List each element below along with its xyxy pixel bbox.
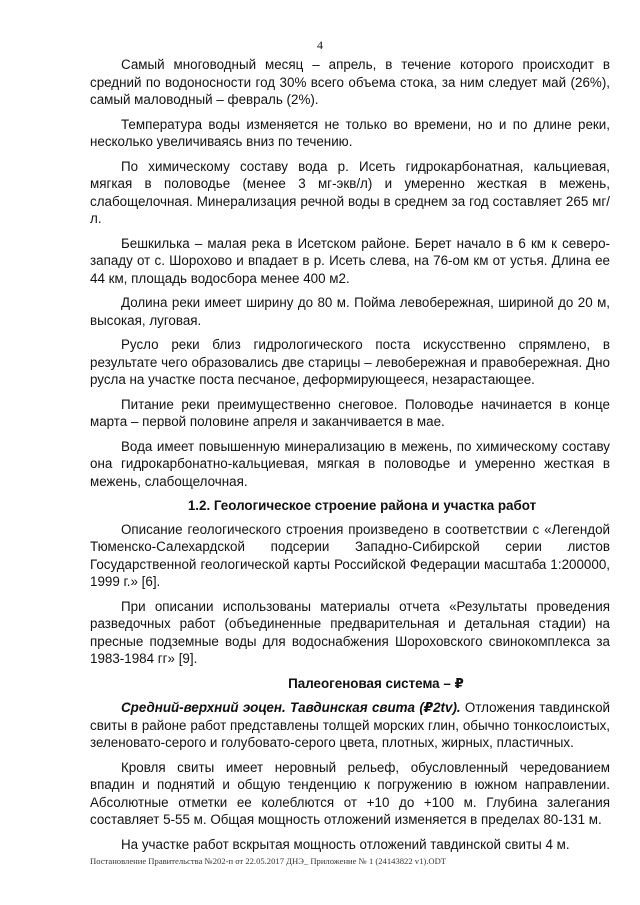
paragraph: Питание реки преимущественно снеговое. Половодье начинается в конце марта – первой половине апреля и заканчивается в мае.	[90, 396, 610, 429]
section-heading: 1.2. Геологическое строение района и участка работ	[187, 498, 537, 513]
document-body	[90, 56, 610, 860]
tavda-lead: Средний-верхний эоцен. Тавдинская свита (₽2tv).	[121, 700, 461, 715]
paragraph-tavda	[90, 699, 610, 752]
page-number: 4	[317, 38, 323, 52]
paragraph: Температура воды изменяется не только во времени, но и по длине реки, несколько увеличиваясь вниз по течению.	[90, 116, 610, 149]
document-footer: Постановление Правительства №202-п от 22.05.2017 ДНЭ_ Приложение № 1 (24143822 v1).ODT	[90, 856, 447, 866]
paragraph: Описание геологического строения произведено в соответствии с «Легендой Тюменско-Салехардской подсерии Западно-Сибирской серии листов Государственной геологической карты Российской Федерации масштаба 1:200000, 1999 г.» [6].	[90, 521, 610, 589]
paragraph: Вода имеет повышенную минерализацию в межень, по химическому составу она гидрокарбонатно-кальциевая, мягкая в половодье и умеренно жесткая в межень, слабощелочная.	[90, 438, 610, 489]
tavda-text: Отложения тавдинской свиты в районе работ представлены толщей морских глин, обычно тонкослоистых, зеленовато-серого и голубовато-серого цвета, плотных, жирных, пластичных.	[90, 700, 610, 750]
paragraph: Самый многоводный месяц – апрель, в течение которого происходит в средний по водоносности год 30% всего объема стока, за ним следует май (26%), самый маловодный – февраль (2%).	[90, 57, 610, 107]
paragraph: При описании использованы материалы отчета «Результаты проведения разведочных работ (объединенные предварительная и детальная стадии) на пресные подземные воды для водоснабжения Шороховского свинокомплекса за 1983-1984 гг» [9].	[90, 598, 610, 666]
subheading-paleogene: Палеогеновая система – ₽	[288, 675, 464, 691]
paragraph: По химическому составу вода р. Исеть гидрокарбонатная, кальциевая, мягкая в половодье (менее 3 мг-экв/л) и умеренно жесткая в межень, слабощелочная. Минерализация речной воды в среднем за год составляет 265 мг/л.	[90, 158, 610, 226]
paragraph: Русло реки близ гидрологического поста искусственно спрямлено, в результате чего образовались две старицы – левобережная и правобережная. Дно русла на участке поста песчаное, деформирующееся, незарастающее.	[90, 337, 610, 387]
paragraph: На участке работ вскрытая мощность отложений тавдинской свиты 4 м.	[121, 836, 570, 852]
paragraph: Кровля свиты имеет неровный рельеф, обусловленный чередованием впадин и поднятий и общую тенденцию к погружению в южном направлении. Абсолютные отметки ее колеблются от +10 до +100 м. Глубина залегания составляет 5-55 м. Общая мощность отложений изменяется в пределах 80-131 м.	[90, 759, 610, 827]
paragraph: Бешкилька – малая река в Исетском районе. Берет начало в 6 км к северо-западу от с. Шорохово и впадает в р. Исеть слева, на 76-ом км от устья. Длина ее 44 км, площадь водосбора менее 400 м2.	[90, 235, 610, 286]
paragraph: Долина реки имеет ширину до 80 м. Пойма левобережная, шириной до 20 м, высокая, луговая.	[90, 295, 610, 328]
